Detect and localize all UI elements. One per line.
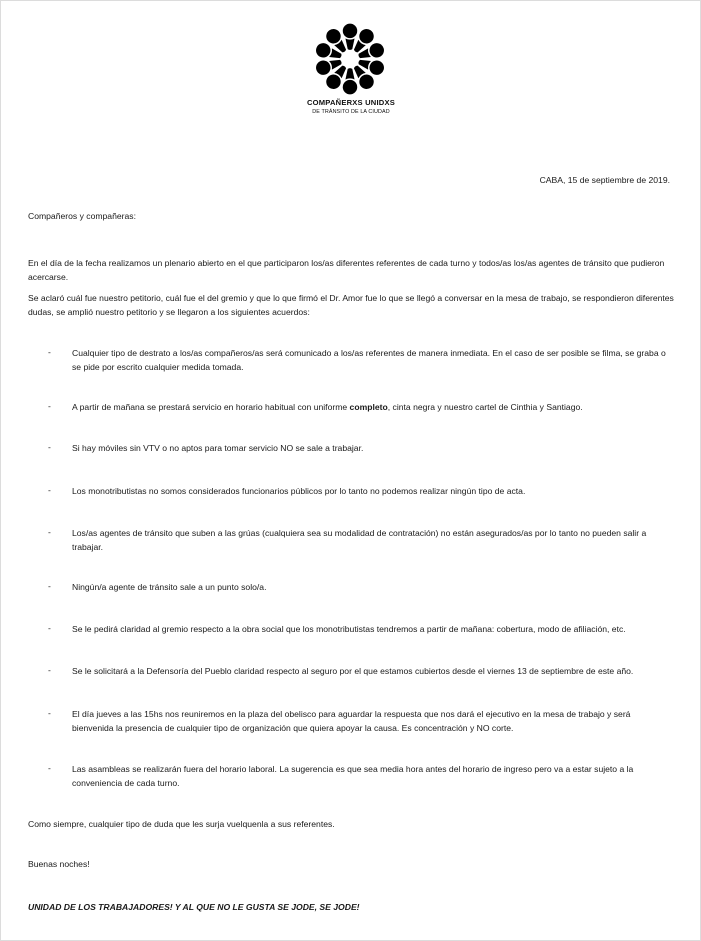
document-date: CABA, 15 de septiembre de 2019. (539, 175, 670, 185)
bullet-marker: - (48, 442, 51, 452)
agreement-item-2-bold: completo (349, 402, 388, 412)
bullet-marker: - (48, 763, 51, 773)
bullet-marker: - (48, 401, 51, 411)
agreement-item-3: Si hay móviles sin VTV o no aptos para tomar servicio NO se sale a trabajar. (72, 443, 364, 453)
bullet-marker: - (48, 527, 51, 537)
agreement-item-7: Se le pedirá claridad al gremio respecto a la obra social que los monotributistas tendremos a partir de mañana: cobertura, modo de afiliación, etc. (72, 624, 626, 634)
agreement-item-4: Los monotributistas no somos considerados funcionarios públicos por lo tanto no podemos realizar ningún tipo de acta. (72, 486, 526, 496)
bullet-marker: - (48, 581, 51, 591)
agreement-item-2 (72, 401, 672, 415)
bullet-marker: - (48, 485, 51, 495)
intro-paragraph-2: Se aclaró cuál fue nuestro petitorio, cuál fue el del gremio y que lo que firmó el Dr. Amor fue lo que se llegó a conversar en la mesa de trabajo, se respondieron diferentes dudas, se amplió nuestro petitorio y se llegaron a los siguientes acuerdos: (28, 293, 674, 317)
intro-paragraph-1: En el día de la fecha realizamos un plenario abierto en el que participaron los/as diferentes referentes de cada turno y todos/as los/as agentes de tránsito que pudieron acercarse. (28, 258, 665, 282)
agreement-item-1: Cualquier tipo de destrato a los/as compañeros/as será comunicado a los/as referentes de manera inmediata. En el caso de ser posible se filma, se graba o se pide por escrito cualquier medida tomada. (72, 348, 666, 372)
bullet-marker: - (48, 347, 51, 357)
agreement-item-6: Ningún/a agente de tránsito sale a un punto solo/a. (72, 582, 267, 592)
bullet-marker: - (48, 665, 51, 675)
slogan: UNIDAD DE LOS TRABAJADORES! Y AL QUE NO LE GUSTA SE JODE, SE JODE! (28, 902, 360, 912)
greeting: Compañeros y compañeras: (28, 211, 136, 221)
closing-reminder: Como siempre, cualquier tipo de duda que les surja vuelquenla a sus referentes. (28, 819, 335, 829)
agreement-item-2-text: A partir de mañana se prestará servicio en horario habitual con uniforme (72, 402, 350, 412)
signoff: Buenas noches! (28, 859, 90, 869)
agreement-item-8: Se le solicitará a la Defensoría del Pueblo claridad respecto al seguro por el que estamos cubiertos desde el viernes 13 de septiembre de este año. (72, 666, 634, 676)
agreement-item-9: El día jueves a las 15hs nos reuniremos en la plaza del obelisco para aguardar la respuesta que nos dará el ejecutivo en la mesa de trabajo y será bienvenida la presencia de cualquier tipo de organización que quiera apoyar la causa. Es concentración y NO corte. (72, 709, 631, 733)
organization-name: COMPAÑERXS UNIDXS (306, 98, 396, 107)
agreement-item-2-text-end: , cinta negra y nuestro cartel de Cinthia y Santiago. (387, 402, 583, 412)
bullet-marker: - (48, 623, 51, 633)
agreement-item-10: Las asambleas se realizarán fuera del horario laboral. La sugerencia es que sea media hora antes del horario de ingreso pero va a estar sujeto a la conveniencia de cada turno. (72, 764, 634, 788)
organization-subtitle: DE TRÁNSITO DE LA CIUDAD (312, 109, 390, 115)
bullet-marker: - (48, 708, 51, 718)
agreement-item-5: Los/as agentes de tránsito que suben a las grúas (cualquiera sea su modalidad de contratación) no están asegurados/as por lo tanto no pueden salir a trabajar. (72, 528, 647, 552)
people-circle-logo-icon (312, 21, 388, 97)
